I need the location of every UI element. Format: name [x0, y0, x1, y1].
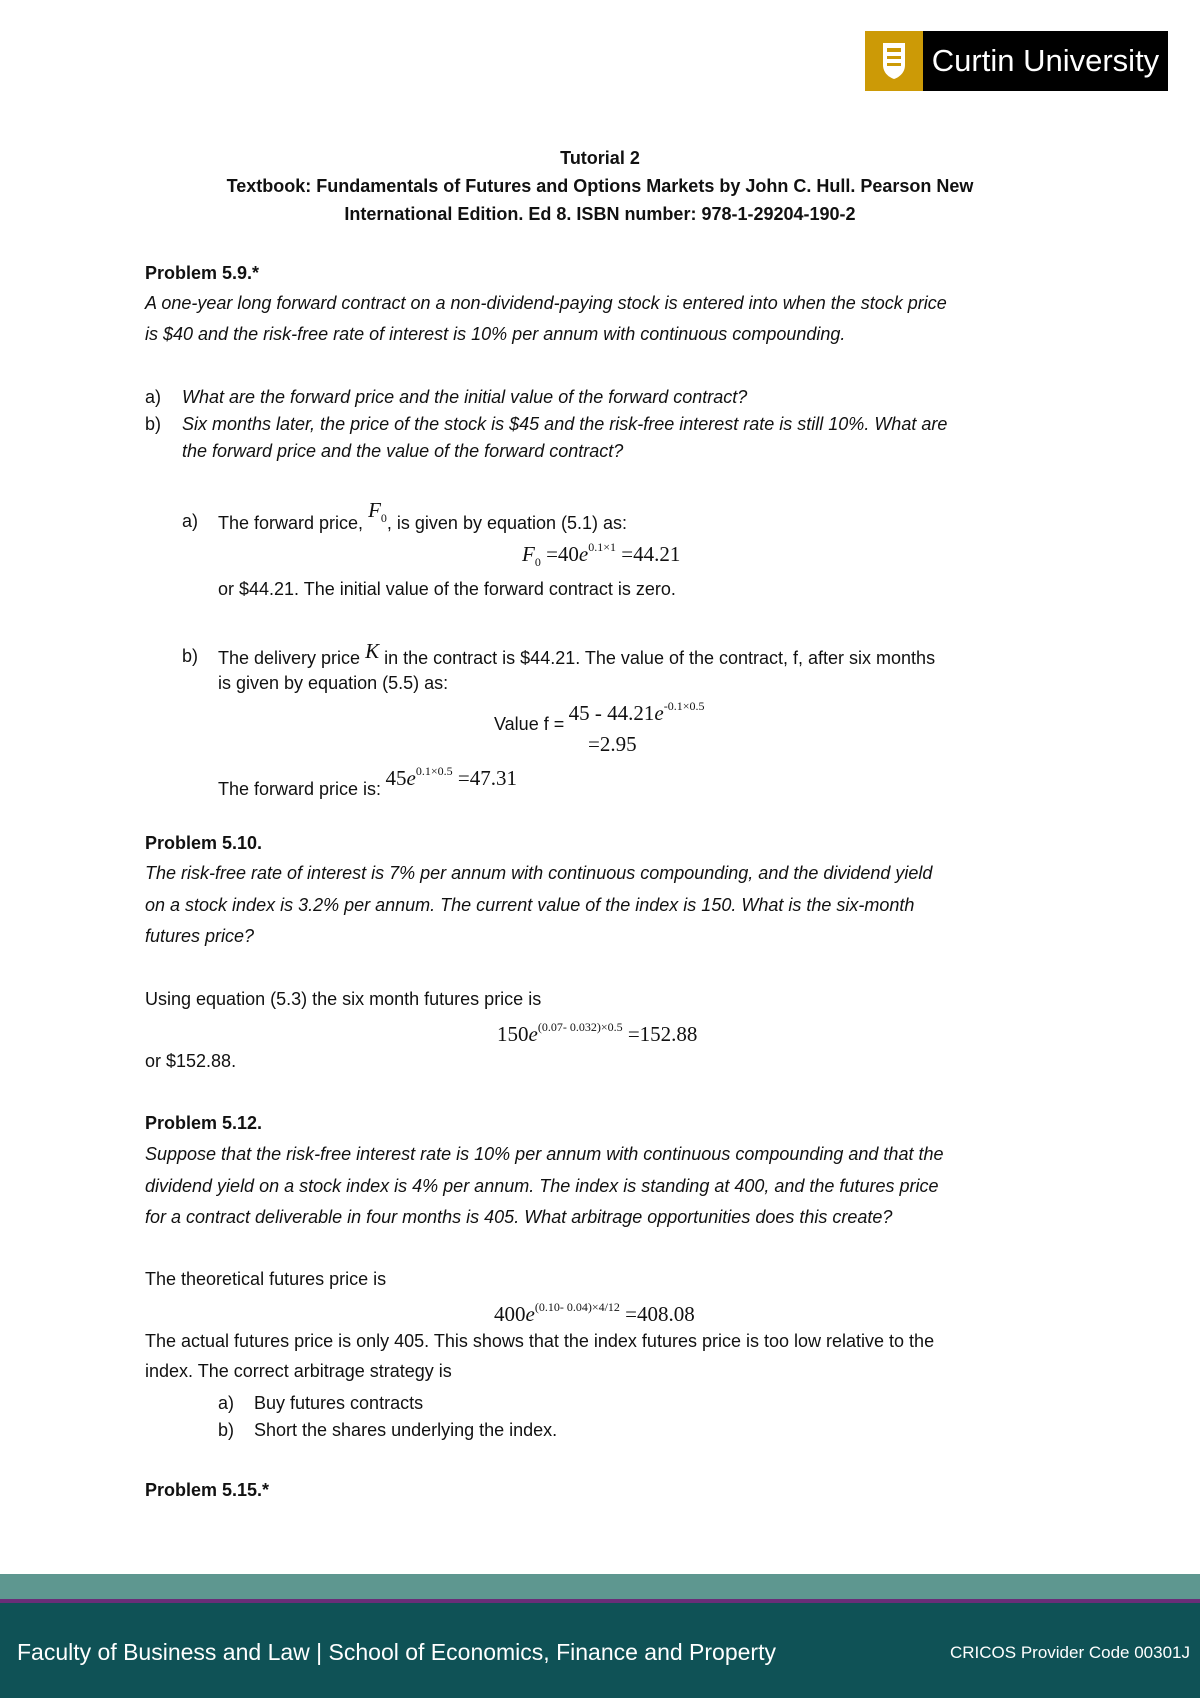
problem-5-12-question-line: dividend yield on a stock index is 4% per annum. The index is standing at 400, and the futures price [145, 1176, 939, 1196]
strategy-item: Short the shares underlying the index. [254, 1420, 558, 1440]
problem-5-12-answer: The actual futures price is only 405. This shows that the index futures price is too low relative to the [145, 1331, 935, 1351]
math-f0: $F_0$ [368, 498, 387, 526]
answer-a-text: The forward price, [218, 513, 364, 533]
problem-5-12-answer: index. The correct arbitrage strategy is [145, 1361, 452, 1381]
problem-5-10-question-line: on a stock index is 3.2% per annum. The current value of the index is 150. What is the six-month [145, 895, 915, 915]
list-label: b) [182, 646, 199, 666]
equation-forward-price: $F_0 =40e^{0.1\times 1} =44.21$ [522, 540, 681, 570]
problem-5-12-question-line: Suppose that the risk-free interest rate is 10% per annum with continuous compounding and that the [145, 1144, 944, 1164]
value-f-result: =2.95 [588, 732, 637, 756]
problem-5-9-question-line: is $40 and the risk-free rate of interest is 10% per annum with continuous compounding. [145, 324, 846, 344]
problem-5-12-heading: Problem 5.12. [145, 1113, 263, 1133]
list-label: a) [218, 1393, 235, 1413]
curtin-logo [865, 31, 1168, 91]
problem-5-10-question-line: The risk-free rate of interest is 7% per annum with continuous compounding, and the dividend yield [145, 863, 933, 883]
sub-question-b-line: Six months later, the price of the stock is $45 and the risk-free interest rate is still 10%. What are [182, 414, 948, 434]
answer-b-text: in the contract is $44.21. The value of the contract, f, after six months [384, 648, 936, 668]
tutorial-title: Tutorial 2 [560, 148, 640, 168]
forward-price-line: The forward price is: $45e^{0.1\times 0.5} =47.31$ [218, 764, 517, 799]
footer [0, 1603, 1200, 1698]
answer-b-text: The delivery price [218, 648, 361, 668]
problem-5-15-heading: Problem 5.15.* [145, 1480, 270, 1500]
answer-a-line [218, 498, 628, 536]
university-name: Curtin University [923, 31, 1168, 91]
strategy-item: Buy futures contracts [254, 1393, 424, 1413]
equation-futures-price: $150e^{(0.07- 0.032)\times 0.5} =152.88$ [497, 1020, 698, 1046]
list-label: a) [182, 511, 199, 531]
textbook-line-2: International Edition. Ed 8. ISBN number: 978-1-29204-190-2 [344, 204, 856, 224]
problem-5-9-question-line: A one-year long forward contract on a non-dividend-paying stock is entered into when the stock price [145, 293, 947, 313]
list-label: b) [218, 1420, 235, 1440]
answer-a-conclusion: or $44.21. The initial value of the forward contract is zero. [218, 579, 676, 599]
problem-5-10-question-line: futures price? [145, 926, 255, 946]
textbook-line-1: Textbook: Fundamentals of Futures and Options Markets by John C. Hull. Pearson New [226, 176, 974, 196]
list-label: b) [145, 414, 162, 434]
sub-question-a: What are the forward price and the initial value of the forward contract? [182, 387, 748, 407]
list-label: a) [145, 387, 162, 407]
answer-b-line [218, 639, 936, 668]
problem-5-10-answer: Using equation (5.3) the six month futures price is [145, 989, 542, 1009]
shield-icon [865, 31, 923, 91]
problem-5-10-heading: Problem 5.10. [145, 833, 263, 853]
footer-faculty: Faculty of Business and Law | School of Economics, Finance and Property [17, 1639, 776, 1665]
footer-band [0, 1574, 1200, 1599]
answer-b-line: is given by equation (5.5) as: [218, 673, 449, 693]
footer-cricos: CRICOS Provider Code 00301J [949, 1643, 1190, 1662]
sub-question-b-line: the forward price and the value of the forward contract? [182, 441, 624, 461]
problem-5-12-answer: The theoretical futures price is [145, 1269, 387, 1289]
problem-5-9-heading: Problem 5.9.* [145, 263, 260, 283]
problem-5-12-question-line: for a contract deliverable in four months is 405. What arbitrage opportunities does this create? [145, 1207, 893, 1227]
equation-theoretical-price: $400e^{(0.10- 0.04)\times 4/12} =408.08$ [494, 1300, 695, 1326]
equation-value-f: Value $f = 45 - 44.21e^{-0.1\times 0.5}$ [494, 699, 705, 734]
problem-5-10-answer: or $152.88. [145, 1051, 237, 1071]
answer-a-text: , is given by equation (5.1) as: [386, 513, 628, 533]
math-k: K [365, 639, 380, 663]
